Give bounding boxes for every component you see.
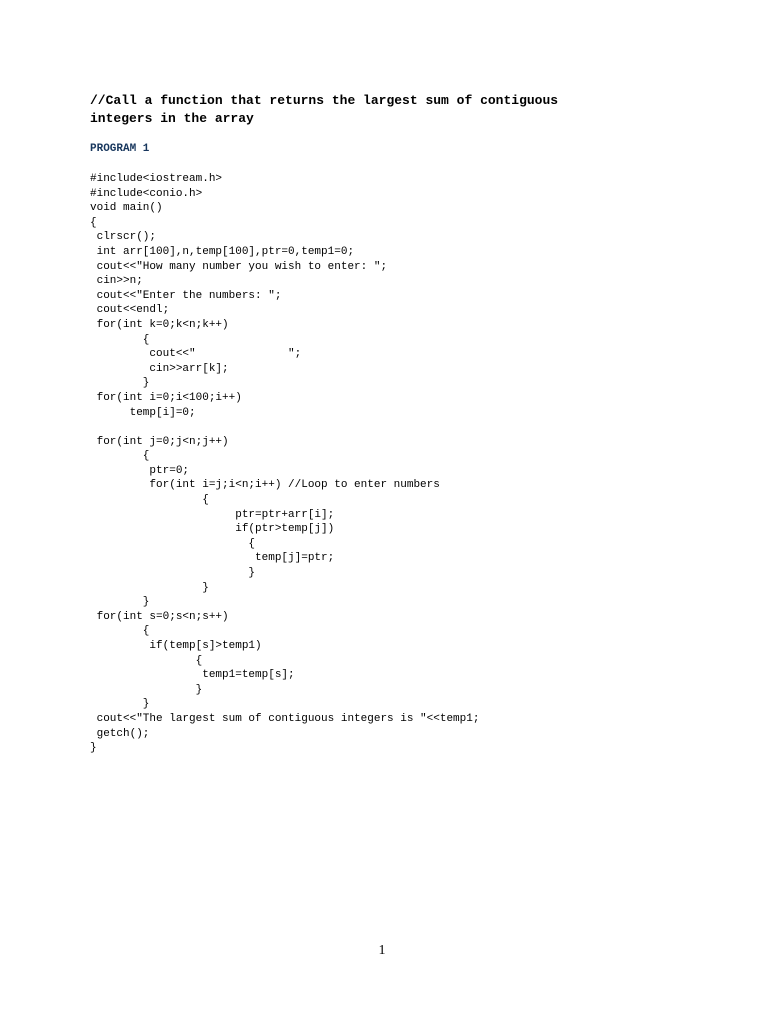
code-line: clrscr(); bbox=[90, 231, 157, 244]
code-line: void main() bbox=[90, 202, 163, 215]
heading-line-1: //Call a function that returns the largest sum of contiguous bbox=[90, 93, 559, 108]
code-line: { bbox=[90, 450, 150, 463]
code-line: #include<iostream.h> bbox=[90, 173, 223, 185]
code-line: ptr=0; bbox=[90, 464, 190, 477]
code-line: getch(); bbox=[90, 727, 150, 740]
code-line: for(int s=0;s<n;s++) bbox=[90, 610, 229, 623]
code-line: { bbox=[90, 537, 256, 550]
code-line: } bbox=[90, 596, 150, 609]
code-line: cout<<endl; bbox=[90, 304, 170, 317]
code-line: { bbox=[90, 654, 203, 667]
page-number: 1 bbox=[378, 943, 386, 958]
code-line: temp[j]=ptr; bbox=[90, 552, 335, 565]
code-line: { bbox=[90, 625, 150, 638]
program-label: PROGRAM 1 bbox=[90, 143, 150, 155]
code-line: cin>>arr[k]; bbox=[90, 362, 229, 375]
code-line: if(temp[s]>temp1) bbox=[90, 640, 262, 652]
code-line: for(int j=0;j<n;j++) bbox=[90, 435, 229, 448]
code-line: { bbox=[90, 216, 97, 229]
code-line: } bbox=[90, 683, 203, 696]
code-line: { bbox=[90, 494, 209, 507]
heading-line-2: integers in the array bbox=[90, 111, 254, 126]
code-line: } bbox=[90, 567, 256, 580]
code-line: if(ptr>temp[j]) bbox=[90, 523, 335, 536]
code-line: int arr[100],n,temp[100],ptr=0,temp1=0; bbox=[90, 245, 355, 258]
code-line: for(int k=0;k<n;k++) bbox=[90, 318, 229, 331]
code-line: { bbox=[90, 333, 150, 346]
code-line: cout<<"The largest sum of contiguous integers is "<<temp1; bbox=[90, 712, 480, 725]
code-line: #include<conio.h> bbox=[90, 187, 203, 200]
code-line: temp1=temp[s]; bbox=[90, 669, 295, 682]
code-line: } bbox=[90, 581, 209, 594]
code-line: cin>>n; bbox=[90, 275, 143, 288]
code-line: temp[i]=0; bbox=[90, 406, 196, 419]
document-heading bbox=[90, 92, 690, 128]
code-line: } bbox=[90, 698, 150, 711]
code-line: cout<<"How many number you wish to enter: "; bbox=[90, 260, 388, 273]
code-line: } bbox=[90, 377, 150, 390]
code-line: ptr=ptr+arr[i]; bbox=[90, 508, 335, 521]
code-line bbox=[90, 420, 479, 435]
code-block bbox=[90, 172, 479, 756]
code-line: for(int i=0;i<100;i++) bbox=[90, 391, 242, 404]
code-line: cout<<" "; bbox=[90, 348, 302, 361]
code-line: cout<<"Enter the numbers: "; bbox=[90, 289, 282, 302]
code-line: for(int i=j;i<n;i++) //Loop to enter numbers bbox=[90, 479, 440, 492]
code-line: } bbox=[90, 742, 97, 755]
